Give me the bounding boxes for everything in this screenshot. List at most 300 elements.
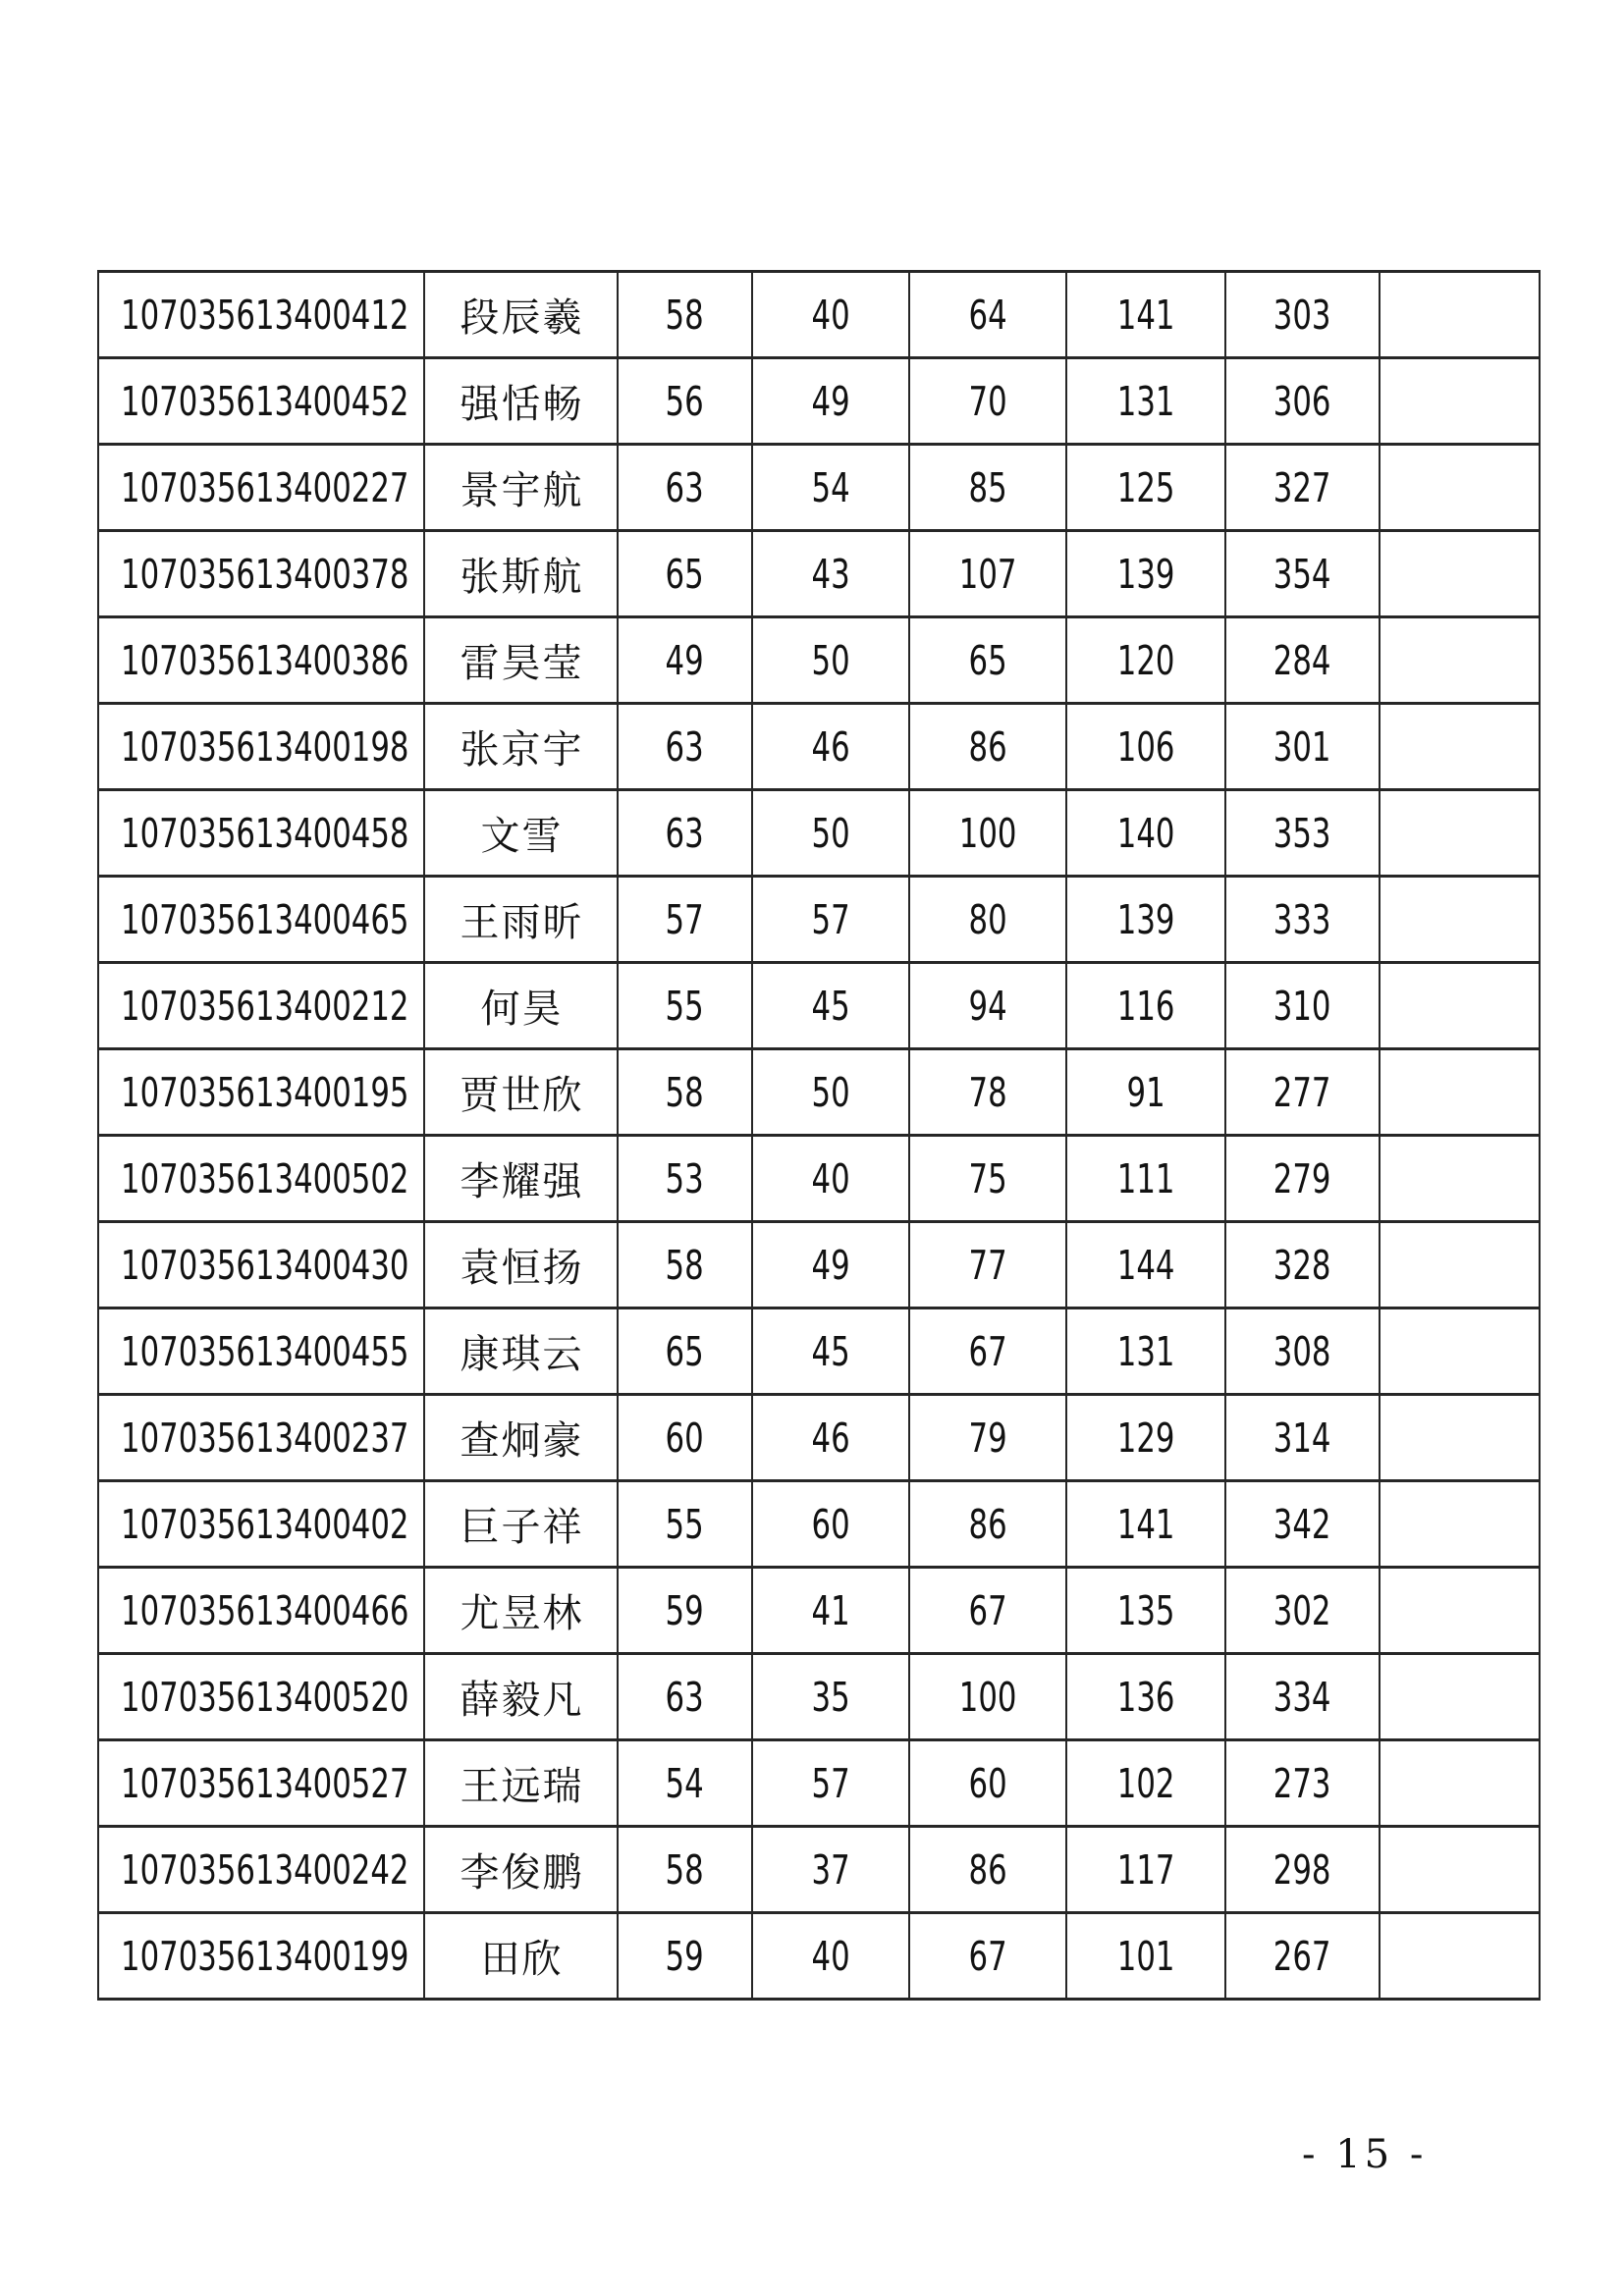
number-text: 40 [811, 291, 850, 339]
number-text: 107035613400212 [121, 982, 409, 1030]
table-row [98, 531, 1540, 617]
score-1-cell [618, 704, 752, 790]
score-1-cell [618, 1308, 752, 1395]
score-4-cell [1066, 272, 1225, 358]
score-2-cell [752, 272, 909, 358]
table-row [98, 1654, 1540, 1740]
name-text: 王远瑞 [460, 1764, 584, 1809]
score-1-cell [618, 877, 752, 963]
number-text: 139 [1116, 550, 1175, 598]
score-2-cell [752, 1136, 909, 1222]
number-text: 50 [811, 1068, 850, 1116]
score-4-cell [1066, 1049, 1225, 1136]
number-text: 125 [1116, 463, 1175, 511]
score-2-cell [752, 1568, 909, 1654]
score-2-cell [752, 877, 909, 963]
name-text: 尤昱林 [460, 1591, 584, 1636]
name-text: 康琪云 [460, 1332, 584, 1377]
name-text: 田欣 [480, 1937, 564, 1982]
score-4-cell [1066, 1913, 1225, 2000]
number-text: 107035613400520 [121, 1673, 409, 1721]
score-2-cell [752, 445, 909, 531]
number-text: 327 [1273, 463, 1331, 511]
candidate-id-cell [98, 877, 424, 963]
score-2-cell [752, 1395, 909, 1481]
candidate-id-cell [98, 963, 424, 1049]
table-row [98, 963, 1540, 1049]
score-1-cell [618, 790, 752, 877]
candidate-id-cell [98, 1308, 424, 1395]
score-2-cell [752, 704, 909, 790]
number-text: 57 [811, 895, 850, 943]
name-cell [424, 1049, 618, 1136]
name-cell [424, 1395, 618, 1481]
number-text: 328 [1273, 1241, 1331, 1289]
number-text: 58 [665, 1241, 705, 1289]
name-cell [424, 272, 618, 358]
number-text: 65 [968, 636, 1007, 684]
remark-cell [1380, 790, 1540, 877]
score-2-cell [752, 531, 909, 617]
name-text: 强恬畅 [460, 382, 584, 427]
number-text: 49 [811, 1241, 850, 1289]
score-3-cell [909, 963, 1066, 1049]
score-3-cell [909, 790, 1066, 877]
number-text: 85 [968, 463, 1007, 511]
number-text: 58 [665, 1845, 705, 1894]
name-cell [424, 1222, 618, 1308]
number-text: 107035613400198 [121, 722, 409, 771]
candidate-id-cell [98, 1222, 424, 1308]
number-text: 35 [811, 1673, 850, 1721]
score-1-cell [618, 1481, 752, 1568]
score-3-cell [909, 1136, 1066, 1222]
number-text: 354 [1273, 550, 1331, 598]
total-score-cell [1225, 358, 1380, 445]
number-text: 65 [665, 1327, 705, 1375]
table-row [98, 1740, 1540, 1827]
number-text: 65 [665, 550, 705, 598]
number-text: 107035613400402 [121, 1500, 409, 1548]
number-text: 60 [665, 1414, 705, 1462]
number-text: 136 [1116, 1673, 1175, 1721]
total-score-cell [1225, 1481, 1380, 1568]
name-text: 王雨昕 [460, 900, 584, 945]
number-text: 107035613400455 [121, 1327, 409, 1375]
candidate-id-cell [98, 704, 424, 790]
name-cell [424, 1740, 618, 1827]
candidate-id-cell [98, 1568, 424, 1654]
number-text: 100 [958, 809, 1017, 857]
name-text: 查炯豪 [460, 1418, 584, 1464]
number-text: 107035613400195 [121, 1068, 409, 1116]
total-score-cell [1225, 963, 1380, 1049]
number-text: 75 [968, 1154, 1007, 1202]
number-text: 277 [1273, 1068, 1331, 1116]
score-2-cell [752, 1222, 909, 1308]
total-score-cell [1225, 1136, 1380, 1222]
number-text: 107035613400466 [121, 1586, 409, 1634]
number-text: 120 [1116, 636, 1175, 684]
number-text: 306 [1273, 377, 1331, 425]
number-text: 45 [811, 982, 850, 1030]
table-row [98, 1136, 1540, 1222]
remark-cell [1380, 1481, 1540, 1568]
number-text: 46 [811, 722, 850, 771]
remark-cell [1380, 1395, 1540, 1481]
score-1-cell [618, 531, 752, 617]
score-3-cell [909, 272, 1066, 358]
candidate-id-cell [98, 272, 424, 358]
number-text: 333 [1273, 895, 1331, 943]
number-text: 86 [968, 1500, 1007, 1548]
score-4-cell [1066, 445, 1225, 531]
name-text: 景宇航 [460, 468, 584, 513]
number-text: 131 [1116, 1327, 1175, 1375]
name-cell [424, 1481, 618, 1568]
score-1-cell [618, 1913, 752, 2000]
score-4-cell [1066, 877, 1225, 963]
score-4-cell [1066, 531, 1225, 617]
number-text: 353 [1273, 809, 1331, 857]
number-text: 50 [811, 636, 850, 684]
number-text: 49 [665, 636, 705, 684]
number-text: 86 [968, 1845, 1007, 1894]
number-text: 284 [1273, 636, 1331, 684]
number-text: 63 [665, 1673, 705, 1721]
number-text: 41 [811, 1586, 850, 1634]
total-score-cell [1225, 1740, 1380, 1827]
number-text: 77 [968, 1241, 1007, 1289]
number-text: 273 [1273, 1759, 1331, 1807]
remark-cell [1380, 1913, 1540, 2000]
remark-cell [1380, 445, 1540, 531]
score-2-cell [752, 1827, 909, 1913]
score-4-cell [1066, 1222, 1225, 1308]
candidate-id-cell [98, 1740, 424, 1827]
score-4-cell [1066, 1481, 1225, 1568]
number-text: 144 [1116, 1241, 1175, 1289]
score-4-cell [1066, 1395, 1225, 1481]
name-text: 雷昊莹 [460, 641, 584, 686]
number-text: 107035613400452 [121, 377, 409, 425]
remark-cell [1380, 617, 1540, 704]
table-row [98, 790, 1540, 877]
score-3-cell [909, 1740, 1066, 1827]
table-row [98, 1222, 1540, 1308]
name-text: 李耀强 [460, 1159, 584, 1204]
candidate-id-cell [98, 1049, 424, 1136]
number-text: 63 [665, 722, 705, 771]
score-2-cell [752, 617, 909, 704]
remark-cell [1380, 1827, 1540, 1913]
score-4-cell [1066, 1308, 1225, 1395]
table-row [98, 1568, 1540, 1654]
candidate-id-cell [98, 1827, 424, 1913]
number-text: 79 [968, 1414, 1007, 1462]
number-text: 106 [1116, 722, 1175, 771]
number-text: 135 [1116, 1586, 1175, 1634]
table-row [98, 1395, 1540, 1481]
total-score-cell [1225, 1913, 1380, 2000]
number-text: 67 [968, 1586, 1007, 1634]
number-text: 78 [968, 1068, 1007, 1116]
number-text: 131 [1116, 377, 1175, 425]
table-body [98, 272, 1540, 2000]
score-2-cell [752, 1308, 909, 1395]
score-2-cell [752, 358, 909, 445]
number-text: 139 [1116, 895, 1175, 943]
number-text: 91 [1126, 1068, 1165, 1116]
remark-cell [1380, 1740, 1540, 1827]
number-text: 298 [1273, 1845, 1331, 1894]
score-3-cell [909, 1395, 1066, 1481]
total-score-cell [1225, 1308, 1380, 1395]
score-4-cell [1066, 790, 1225, 877]
number-text: 37 [811, 1845, 850, 1894]
table-row [98, 1049, 1540, 1136]
score-3-cell [909, 1654, 1066, 1740]
name-cell [424, 1136, 618, 1222]
score-3-cell [909, 1481, 1066, 1568]
remark-cell [1380, 1568, 1540, 1654]
number-text: 111 [1116, 1154, 1175, 1202]
name-text: 张京宇 [460, 727, 584, 773]
score-4-cell [1066, 1740, 1225, 1827]
score-4-cell [1066, 1136, 1225, 1222]
number-text: 141 [1116, 1500, 1175, 1548]
number-text: 57 [665, 895, 705, 943]
name-text: 薛毅凡 [460, 1678, 584, 1723]
number-text: 301 [1273, 722, 1331, 771]
table-row [98, 358, 1540, 445]
table-row [98, 1913, 1540, 2000]
number-text: 63 [665, 809, 705, 857]
score-2-cell [752, 1481, 909, 1568]
total-score-cell [1225, 617, 1380, 704]
score-2-cell [752, 790, 909, 877]
total-score-cell [1225, 1222, 1380, 1308]
score-4-cell [1066, 1827, 1225, 1913]
remark-cell [1380, 877, 1540, 963]
score-3-cell [909, 358, 1066, 445]
name-cell [424, 704, 618, 790]
table-row [98, 617, 1540, 704]
candidate-id-cell [98, 617, 424, 704]
number-text: 107035613400412 [121, 291, 409, 339]
name-cell [424, 1568, 618, 1654]
number-text: 107035613400378 [121, 550, 409, 598]
number-text: 314 [1273, 1414, 1331, 1462]
total-score-cell [1225, 790, 1380, 877]
candidate-id-cell [98, 1136, 424, 1222]
score-2-cell [752, 1740, 909, 1827]
candidate-id-cell [98, 1913, 424, 2000]
candidate-id-cell [98, 1481, 424, 1568]
score-3-cell [909, 1568, 1066, 1654]
number-text: 49 [811, 377, 850, 425]
remark-cell [1380, 1136, 1540, 1222]
number-text: 46 [811, 1414, 850, 1462]
number-text: 54 [811, 463, 850, 511]
total-score-cell [1225, 1827, 1380, 1913]
remark-cell [1380, 358, 1540, 445]
name-cell [424, 1308, 618, 1395]
number-text: 94 [968, 982, 1007, 1030]
number-text: 59 [665, 1932, 705, 1980]
number-text: 107035613400237 [121, 1414, 409, 1462]
remark-cell [1380, 1308, 1540, 1395]
name-cell [424, 877, 618, 963]
number-text: 308 [1273, 1327, 1331, 1375]
score-2-cell [752, 1049, 909, 1136]
name-cell [424, 1827, 618, 1913]
number-text: 310 [1273, 982, 1331, 1030]
score-4-cell [1066, 1654, 1225, 1740]
number-text: 107035613400502 [121, 1154, 409, 1202]
number-text: 80 [968, 895, 1007, 943]
score-3-cell [909, 1049, 1066, 1136]
number-text: 58 [665, 1068, 705, 1116]
score-2-cell [752, 1654, 909, 1740]
name-cell [424, 1913, 618, 2000]
total-score-cell [1225, 1568, 1380, 1654]
candidate-id-cell [98, 1395, 424, 1481]
total-score-cell [1225, 1654, 1380, 1740]
number-text: 67 [968, 1932, 1007, 1980]
remark-cell [1380, 1222, 1540, 1308]
number-text: 279 [1273, 1154, 1331, 1202]
number-text: 107035613400242 [121, 1845, 409, 1894]
total-score-cell [1225, 272, 1380, 358]
score-4-cell [1066, 358, 1225, 445]
number-text: 334 [1273, 1673, 1331, 1721]
number-text: 58 [665, 291, 705, 339]
total-score-cell [1225, 531, 1380, 617]
score-1-cell [618, 445, 752, 531]
name-text: 李俊鹏 [460, 1850, 584, 1896]
candidate-id-cell [98, 1654, 424, 1740]
total-score-cell [1225, 877, 1380, 963]
number-text: 117 [1116, 1845, 1175, 1894]
number-text: 342 [1273, 1500, 1331, 1548]
number-text: 107035613400386 [121, 636, 409, 684]
score-4-cell [1066, 963, 1225, 1049]
name-text: 段辰羲 [460, 295, 584, 341]
remark-cell [1380, 704, 1540, 790]
name-cell [424, 531, 618, 617]
score-3-cell [909, 1827, 1066, 1913]
number-text: 60 [811, 1500, 850, 1548]
total-score-cell [1225, 445, 1380, 531]
number-text: 53 [665, 1154, 705, 1202]
table-row [98, 1308, 1540, 1395]
name-text: 文雪 [480, 814, 564, 859]
score-1-cell [618, 1654, 752, 1740]
score-4-cell [1066, 704, 1225, 790]
total-score-cell [1225, 704, 1380, 790]
score-1-cell [618, 358, 752, 445]
score-4-cell [1066, 1568, 1225, 1654]
number-text: 86 [968, 722, 1007, 771]
number-text: 107035613400227 [121, 463, 409, 511]
remark-cell [1380, 531, 1540, 617]
number-text: 64 [968, 291, 1007, 339]
score-1-cell [618, 1136, 752, 1222]
name-cell [424, 963, 618, 1049]
name-cell [424, 790, 618, 877]
name-cell [424, 445, 618, 531]
name-text: 张斯航 [460, 555, 584, 600]
score-3-cell [909, 704, 1066, 790]
score-3-cell [909, 617, 1066, 704]
number-text: 107035613400430 [121, 1241, 409, 1289]
number-text: 40 [811, 1932, 850, 1980]
score-3-cell [909, 1913, 1066, 2000]
score-2-cell [752, 1913, 909, 2000]
number-text: 40 [811, 1154, 850, 1202]
candidate-id-cell [98, 531, 424, 617]
number-text: 55 [665, 1500, 705, 1548]
score-3-cell [909, 531, 1066, 617]
score-1-cell [618, 1827, 752, 1913]
number-text: 57 [811, 1759, 850, 1807]
number-text: 107035613400199 [121, 1932, 409, 1980]
score-1-cell [618, 1222, 752, 1308]
number-text: 140 [1116, 809, 1175, 857]
name-text: 巨子祥 [460, 1505, 584, 1550]
number-text: 54 [665, 1759, 705, 1807]
table-row [98, 704, 1540, 790]
table-row [98, 1827, 1540, 1913]
score-1-cell [618, 1740, 752, 1827]
total-score-cell [1225, 1395, 1380, 1481]
number-text: 55 [665, 982, 705, 1030]
number-text: 43 [811, 550, 850, 598]
number-text: 107 [958, 550, 1017, 598]
score-table [97, 270, 1541, 2001]
table-row [98, 1481, 1540, 1568]
table-row [98, 272, 1540, 358]
number-text: 100 [958, 1673, 1017, 1721]
number-text: 50 [811, 809, 850, 857]
remark-cell [1380, 1049, 1540, 1136]
number-text: 102 [1116, 1759, 1175, 1807]
name-text: 袁恒扬 [460, 1246, 584, 1291]
score-3-cell [909, 1308, 1066, 1395]
score-1-cell [618, 1395, 752, 1481]
number-text: 302 [1273, 1586, 1331, 1634]
candidate-id-cell [98, 358, 424, 445]
name-cell [424, 617, 618, 704]
remark-cell [1380, 1654, 1540, 1740]
number-text: 116 [1116, 982, 1175, 1030]
number-text: 107035613400527 [121, 1759, 409, 1807]
remark-cell [1380, 272, 1540, 358]
score-3-cell [909, 1222, 1066, 1308]
number-text: 56 [665, 377, 705, 425]
table-row [98, 877, 1540, 963]
name-text: 贾世欣 [460, 1073, 584, 1118]
score-2-cell [752, 963, 909, 1049]
number-text: 45 [811, 1327, 850, 1375]
candidate-id-cell [98, 445, 424, 531]
number-text: 101 [1116, 1932, 1175, 1980]
number-text: 303 [1273, 291, 1331, 339]
score-1-cell [618, 963, 752, 1049]
score-1-cell [618, 1568, 752, 1654]
number-text: 107035613400458 [121, 809, 409, 857]
